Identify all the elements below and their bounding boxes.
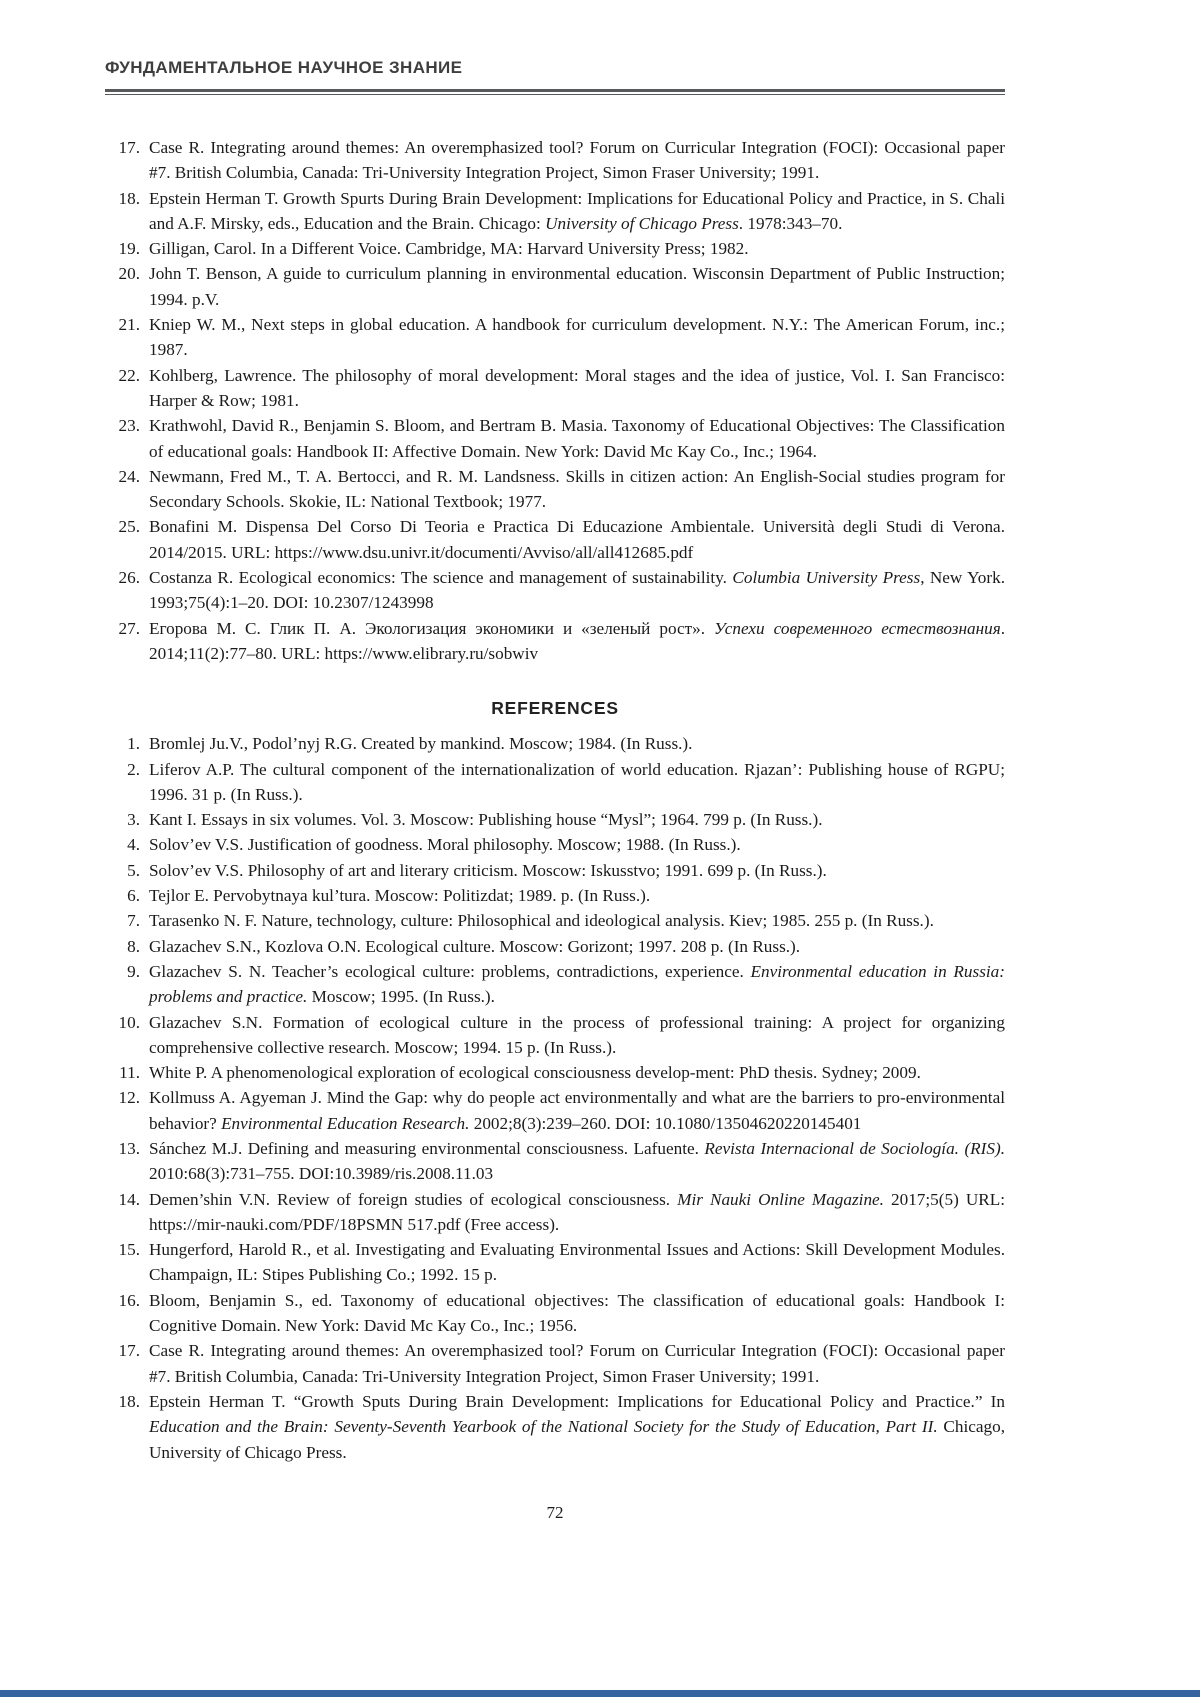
reference-item <box>105 413 1005 464</box>
reference-text: Tejlor E. Pervobytnaya kul’tura. Moscow: Politizdat; 1989. p. (In Russ.). <box>149 886 651 906</box>
reference-text: Sánchez M.J. Defining and measuring environmental consciousness. Lafuente. Revista Internacional de Sociología. (RIS). 2010:68(3):731–755. DOI:10.3989/ris.2008.11.03 <box>149 1138 1005 1184</box>
reference-item <box>105 757 1005 808</box>
reference-number: 16. <box>118 1290 140 1310</box>
reference-item <box>105 832 1005 857</box>
reference-item <box>105 1237 1005 1288</box>
reference-number: 17. <box>118 1341 140 1361</box>
reference-number: 25. <box>118 517 140 537</box>
reference-number: 27. <box>118 618 140 638</box>
reference-number: 19. <box>118 239 140 259</box>
reference-number: 13. <box>118 1138 140 1158</box>
reference-number: 4. <box>127 835 140 855</box>
reference-item <box>105 908 1005 933</box>
reference-number: 22. <box>118 365 140 385</box>
reference-number: 5. <box>127 860 140 880</box>
reference-item <box>105 565 1005 616</box>
reference-item <box>105 261 1005 312</box>
reference-item <box>105 1338 1005 1389</box>
reference-text: Tarasenko N. F. Nature, technology, culture: Philosophical and ideological analysis. Kiev; 1985. 255 p. (In Russ.). <box>149 911 934 931</box>
page-number: 72 <box>546 1502 564 1522</box>
reference-item <box>105 1136 1005 1187</box>
reference-text: Gilligan, Carol. In a Different Voice. Cambridge, MA: Harvard University Press; 1982. <box>149 239 749 259</box>
reference-text: Solov’ev V.S. Justification of goodness. Moral philosophy. Moscow; 1988. (In Russ.). <box>149 835 741 855</box>
reference-text: Егорова М. С. Глик П. А. Экологизация экономики и «зеленый рост». Успехи современного естествознания. 2014;11(2):77–80. URL: https://www.elibrary.ru/sobwiv <box>149 618 1005 663</box>
reference-number: 14. <box>118 1189 140 1209</box>
reference-item <box>105 1389 1005 1465</box>
reference-number: 26. <box>118 568 140 588</box>
reference-text: Newmann, Fred M., T. A. Bertocci, and R. M. Landsness. Skills in citizen action: An English-Social studies program for Secondary Schools. Skokie, IL: National Textbook; 1977. <box>149 466 1005 512</box>
reference-item <box>105 363 1005 414</box>
reference-item <box>105 883 1005 908</box>
reference-text: Krathwohl, David R., Benjamin S. Bloom, and Bertram B. Masia. Taxonomy of Educational Objectives: The Classification of educational goals: Handbook II: Affective Domain. New York: David Mc Kay Co., Inc.; 1964. <box>149 416 1005 461</box>
reference-text: Case R. Integrating around themes: An overemphasized tool? Forum on Curricular Integration (FOCI): Occasional paper #7. British Columbia, Canada: Tri-University Integration Project, Simon Fraser University; 1991. <box>149 138 1005 183</box>
references-heading: REFERENCES <box>491 698 619 719</box>
reference-number: 15. <box>118 1240 140 1260</box>
reference-text: Demen’shin V.N. Review of foreign studies of ecological consciousness. Mir Nauki Online Magazine. 2017;5(5) URL: https://mir-nauki.com/PDF/18PSMN 517.pdf (Free access). <box>149 1189 1006 1234</box>
reference-text: Liferov A.P. The cultural component of the internationalization of world education. Rjazan’: Publishing house of RGPU; 1996. 31 p. (In Russ.). <box>149 759 1005 804</box>
reference-text: Costanza R. Ecological economics: The science and management of sustainability. Columbia University Press, New York. 1993;75(4):1–20. DOI: 10.2307/1243998 <box>149 568 1006 613</box>
reference-item <box>105 236 1005 261</box>
bibliography-list-continued <box>105 135 1005 666</box>
reference-text: Kniep W. M., Next steps in global education. A handbook for curriculum development. N.Y.: The American Forum, inc.; 1987. <box>149 315 1005 360</box>
reference-text: Glazachev S.N. Formation of ecological culture in the process of professional training: A project for organizing comprehensive collective research. Moscow; 1994. 15 p. (In Russ.). <box>149 1012 1005 1057</box>
reference-text: Glazachev S.N., Kozlova O.N. Ecological culture. Moscow: Gorizont; 1997. 208 p. (In Russ.). <box>149 936 801 956</box>
references-content <box>105 135 1005 1523</box>
reference-item <box>105 464 1005 515</box>
reference-text: Solov’ev V.S. Philosophy of art and literary criticism. Moscow: Iskusstvo; 1991. 699 p. (In Russ.). <box>149 860 827 880</box>
reference-item <box>105 186 1005 237</box>
reference-number: 7. <box>127 911 140 931</box>
reference-item <box>105 1060 1005 1085</box>
reference-number: 11. <box>119 1063 140 1083</box>
reference-number: 12. <box>118 1088 140 1108</box>
running-head: ФУНДАМЕНТАЛЬНОЕ НАУЧНОЕ ЗНАНИЕ <box>105 58 463 77</box>
reference-text: Kant I. Essays in six volumes. Vol. 3. Moscow: Publishing house “Mysl”; 1964. 799 p. (In Russ.). <box>149 810 823 830</box>
reference-text: Bloom, Benjamin S., ed. Taxonomy of educational objectives: The classification of educational goals: Handbook I: Cognitive Domain. New York: David Mc Kay Co., Inc.; 1956. <box>149 1290 1005 1336</box>
reference-text: Case R. Integrating around themes: An overemphasized tool? Forum on Curricular Integration (FOCI): Occasional paper #7. British Columbia, Canada: Tri-University Integration Project, Simon Fraser University; 1991. <box>149 1341 1005 1386</box>
reference-item <box>105 959 1005 1010</box>
reference-item <box>105 135 1005 186</box>
reference-number: 2. <box>127 759 140 779</box>
reference-number: 18. <box>118 1391 140 1411</box>
reference-item <box>105 858 1005 883</box>
reference-item <box>105 731 1005 756</box>
reference-number: 1. <box>127 734 140 754</box>
reference-item <box>105 1288 1005 1339</box>
reference-item <box>105 807 1005 832</box>
reference-text: Kohlberg, Lawrence. The philosophy of moral development: Moral stages and the idea of justice, Vol. I. San Francisco: Harper & Row; 1981. <box>149 365 1005 410</box>
reference-item <box>105 1085 1005 1136</box>
reference-number: 6. <box>127 886 140 906</box>
references-list <box>105 731 1005 1465</box>
reference-text: Glazachev S. N. Teacher’s ecological culture: problems, contradictions, experience. Environmental education in Russia: problems and practice. Moscow; 1995. (In Russ.). <box>149 961 1005 1007</box>
reference-number: 18. <box>118 188 140 208</box>
reference-number: 3. <box>127 810 140 830</box>
header-rule <box>105 89 1005 95</box>
reference-item <box>105 1187 1005 1238</box>
reference-number: 24. <box>118 466 140 486</box>
reference-number: 20. <box>118 264 140 284</box>
reference-item <box>105 514 1005 565</box>
reference-number: 8. <box>127 936 140 956</box>
reference-item <box>105 1010 1005 1061</box>
page-header <box>105 58 1005 95</box>
reference-text: John T. Benson, A guide to curriculum planning in environmental education. Wisconsin Department of Public Instruction; 1994. p.V. <box>149 264 1005 309</box>
footer-accent-bar <box>0 1690 1200 1697</box>
reference-item <box>105 934 1005 959</box>
reference-text: Bromlej Ju.V., Podol’nyj R.G. Created by mankind. Moscow; 1984. (In Russ.). <box>149 734 693 754</box>
reference-text: Bonafini M. Dispensa Del Corso Di Teoria e Practica Di Educazione Ambientale. Università degli Studi di Verona. 2014/2015. URL: https://www.dsu.univr.it/documenti/Avviso/all/all412685.pdf <box>149 517 1005 562</box>
reference-number: 17. <box>118 138 140 157</box>
reference-text: Epstein Herman T. Growth Spurts During Brain Development: Implications for Educational Policy and Practice, in S. Chali and A.F. Mirsky, eds., Education and the Brain. Chicago: University of Chicago Press. 1978:343–70. <box>149 188 1005 233</box>
reference-item <box>105 616 1005 667</box>
reference-text: Epstein Herman T. “Growth Sputs During Brain Development: Implications for Educational Policy and Practice.” In Education and the Brain: Seventy-Seventh Yearbook of the National Society for the Study of Education, Part II. Chicago, University of Chicago Press. <box>149 1391 1005 1462</box>
reference-number: 21. <box>118 315 140 335</box>
reference-text: Hungerford, Harold R., et al. Investigating and Evaluating Environmental Issues and Actions: Skill Development Modules. Champaign, IL: Stipes Publishing Co.; 1992. 15 p. <box>149 1240 1005 1285</box>
reference-text: White P. A phenomenological exploration of ecological consciousness develop-ment: PhD thesis. Sydney; 2009. <box>149 1063 921 1083</box>
reference-number: 10. <box>118 1012 140 1032</box>
reference-item <box>105 312 1005 363</box>
reference-number: 23. <box>118 416 140 436</box>
reference-text: Kollmuss A. Agyeman J. Mind the Gap: why do people act environmentally and what are the barriers to pro-environmental behavior? Environmental Education Research. 2002;8(3):239–260. DOI: 10.1080/13504620220145401 <box>149 1088 1005 1133</box>
reference-number: 9. <box>127 961 140 981</box>
